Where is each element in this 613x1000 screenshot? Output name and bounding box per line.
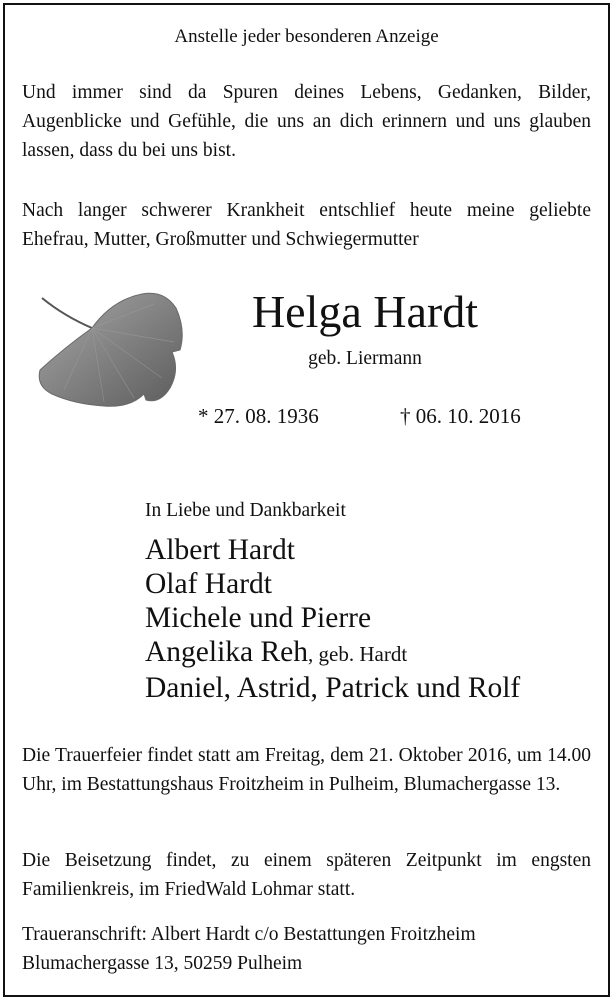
burial-details: Die Beisetzung findet, zu einem späteren Zeitpunkt im engsten Familienkreis, im FriedWald Lohmar statt. [22,850,591,900]
mourners-intro: In Liebe und Dankbarkeit [145,500,346,521]
mourner-name: Angelika Reh, geb. Hardt [145,636,408,668]
memorial-quote: Und immer sind da Spuren deines Lebens, Gedanken, Bilder, Augenblicke und Gefühle, die uns an dich erinnern und uns glauben lassen, dass du bei uns bist. [22,82,591,161]
service-details: Die Trauerfeier findet statt am Freitag, dem 21. Oktober 2016, um 14.00 Uhr, im Bestattungshaus Froitzheim in Pulheim, Blumachergasse 13. [22,745,591,795]
mourner-maiden-name: , geb. Hardt [308,642,408,666]
death-announcement: Nach langer schwerer Krankheit entschlief heute meine geliebte Ehefrau, Mutter, Großmutter und Schwiegermutter [22,200,591,250]
birth-date: * 27. 08. 1936 [198,404,319,428]
deceased-name: Helga Hardt [251,286,479,337]
death-date: † 06. 10. 2016 [400,404,521,428]
mourners-list [145,533,520,705]
mourner-name: Olaf Hardt [145,568,272,600]
mourner-name: Albert Hardt [145,534,295,566]
notice-header: Anstelle jeder besonderen Anzeige [174,26,439,47]
address-line-1: Traueranschrift: Albert Hardt c/o Bestattungen Froitzheim [22,924,476,945]
mourner-name: Michele und Pierre [145,602,372,634]
mourner-name: Daniel, Astrid, Patrick und Rolf [145,672,521,704]
mourning-address [22,920,591,978]
ginkgo-leaf-icon [34,290,186,410]
maiden-name: geb. Liermann [308,348,422,369]
address-line-2: Blumachergasse 13, 50259 Pulheim [22,953,303,974]
